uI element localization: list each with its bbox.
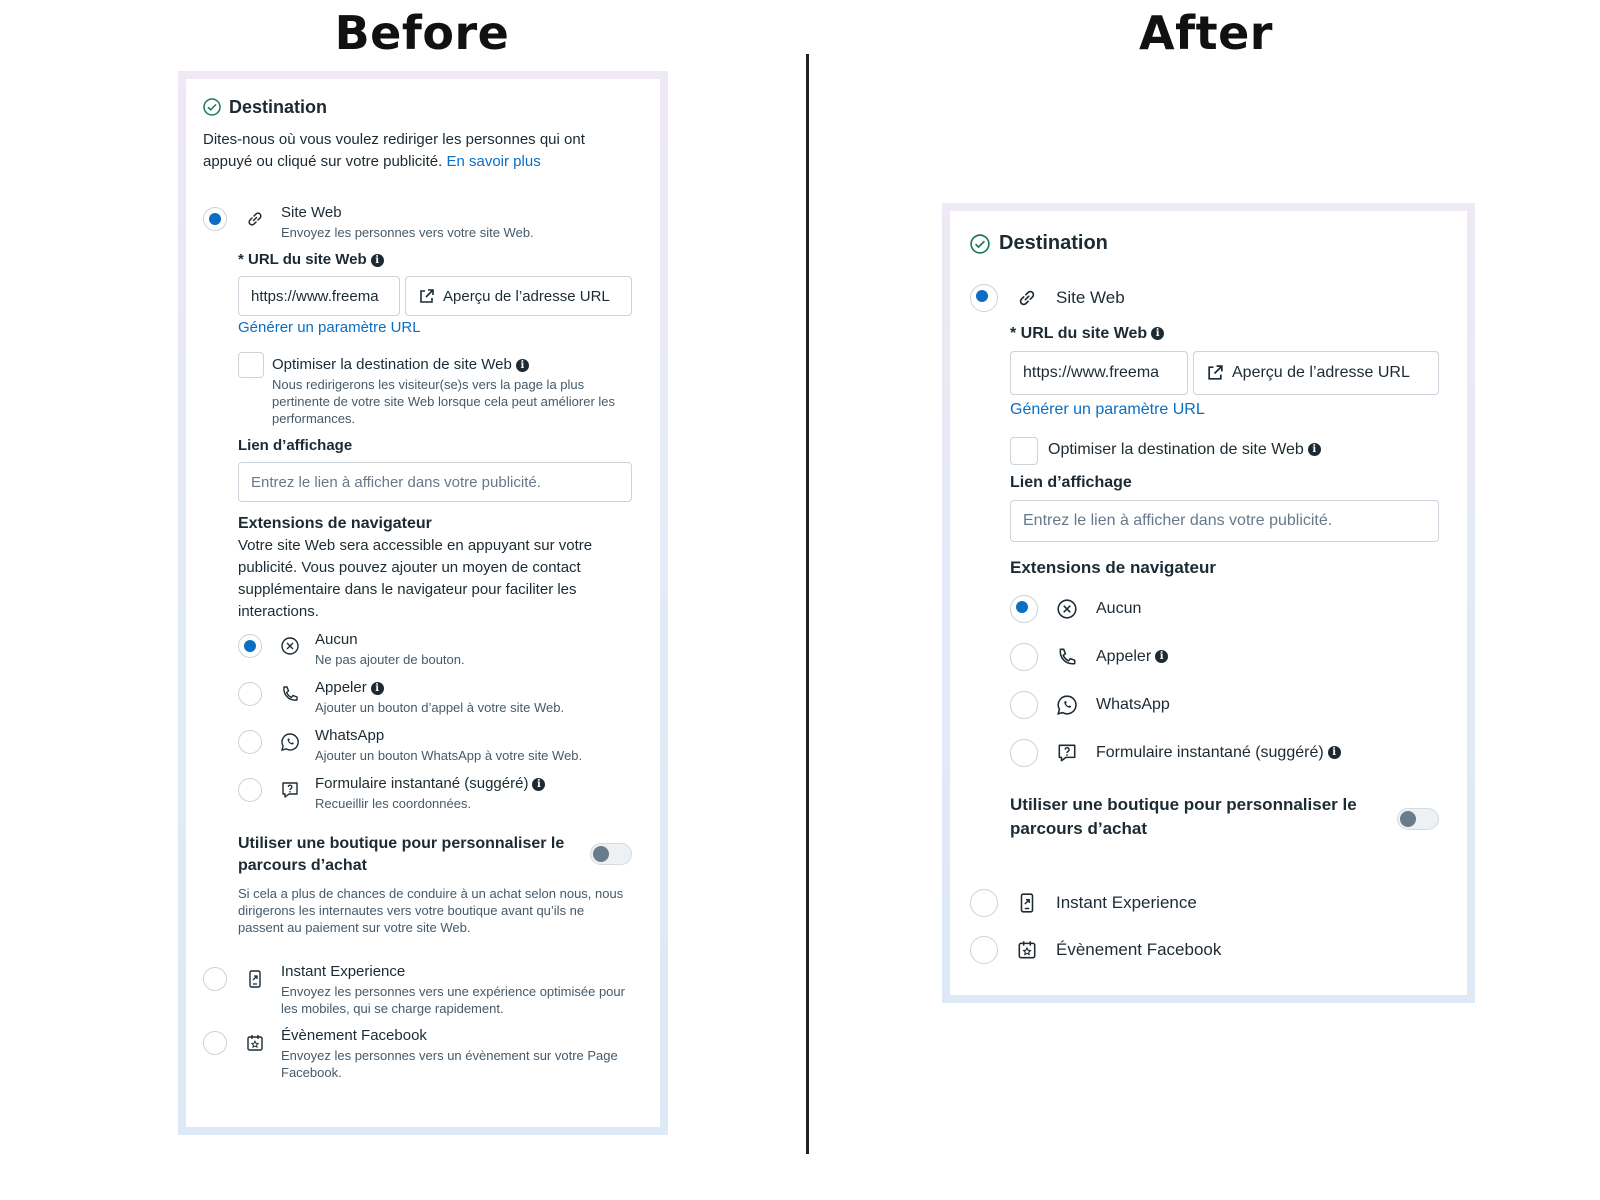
info-icon[interactable]: i (516, 359, 529, 372)
info-icon[interactable]: i (532, 778, 545, 791)
radio-call[interactable] (238, 682, 262, 706)
check-circle-icon (203, 98, 221, 116)
after-card (950, 211, 1467, 995)
facebook-event-label: Évènement Facebook (1056, 940, 1222, 959)
radio-instant-form[interactable] (1010, 739, 1038, 767)
info-icon[interactable]: i (1155, 650, 1168, 663)
link-icon (1016, 287, 1038, 309)
url-label: * URL du site Web i (1010, 325, 1164, 343)
radio-website[interactable] (970, 284, 998, 312)
phone-icon (1056, 646, 1078, 668)
option-whatsapp-desc: Ajouter un bouton WhatsApp à votre site Web. (315, 748, 583, 763)
preview-url-label: Aperçu de l’adresse URL (1232, 364, 1410, 381)
instant-experience-desc: Envoyez les personnes vers une expérience optimisée pour les mobiles, qui se charge rapidement. (281, 984, 625, 1016)
option-instant-form-label: Formulaire instantané (suggéré) i (315, 773, 545, 795)
option-whatsapp-label: WhatsApp (315, 727, 385, 744)
info-icon[interactable]: i (371, 254, 384, 267)
generate-url-link[interactable]: Générer un paramètre URL (1010, 401, 1205, 418)
radio-none[interactable] (238, 634, 262, 658)
optimize-checkbox[interactable] (238, 352, 264, 378)
external-link-icon (418, 288, 435, 305)
url-input[interactable]: https://www.freema (238, 276, 400, 316)
optimize-label: Optimiser la destination de site Web i (1048, 439, 1321, 461)
radio-call[interactable] (1010, 643, 1038, 671)
option-call-desc: Ajouter un bouton d’appel à votre site Web. (315, 700, 565, 715)
section-title: Destination (229, 97, 328, 117)
radio-none[interactable] (1010, 595, 1038, 623)
display-link-label: Lien d’affichage (1010, 474, 1132, 491)
display-link-input[interactable]: Entrez le lien à afficher dans votre publicité. (238, 462, 632, 502)
optimize-label: Optimiser la destination de site Web i (272, 354, 529, 376)
url-label: * URL du site Web i (238, 251, 384, 268)
section-title: Destination (999, 232, 1108, 254)
close-circle-icon (280, 636, 300, 656)
close-circle-icon (1056, 598, 1078, 620)
radio-whatsapp[interactable] (1010, 691, 1038, 719)
option-none-desc: Ne pas ajouter de bouton. (315, 652, 465, 667)
event-icon (1016, 939, 1038, 961)
option-call-label: Appeler i (315, 677, 384, 699)
radio-facebook-event[interactable] (970, 936, 998, 964)
facebook-event-desc: Envoyez les personnes vers un évènement sur votre Page Facebook. (281, 1048, 618, 1080)
shop-toggle[interactable] (590, 843, 632, 865)
event-icon (245, 1033, 265, 1053)
radio-whatsapp[interactable] (238, 730, 262, 754)
whatsapp-icon (1056, 694, 1078, 716)
info-icon[interactable]: i (1328, 746, 1341, 759)
optimize-desc: Nous redirigerons les visiteur(se)s vers la page la plus pertinente de votre site Web lorsque cela peut améliorer les performances. (272, 377, 616, 426)
display-link-label: Lien d’affichage (238, 437, 353, 454)
before-heading: Before (334, 6, 510, 60)
divider (806, 54, 809, 1154)
before-card (186, 79, 660, 1127)
radio-instant-form[interactable] (238, 778, 262, 802)
before-panel (178, 71, 668, 1135)
generate-url-link[interactable]: Générer un paramètre URL (238, 319, 421, 336)
chat-question-icon (280, 780, 300, 800)
facebook-event-label: Évènement Facebook (281, 1027, 427, 1044)
instant-experience-icon (1016, 892, 1038, 914)
shop-toggle[interactable] (1397, 808, 1439, 830)
whatsapp-icon (280, 732, 300, 752)
extensions-title: Extensions de navigateur (238, 515, 432, 532)
option-whatsapp-label: WhatsApp (1096, 696, 1170, 713)
website-label: Site Web (1056, 288, 1125, 307)
after-panel (942, 203, 1475, 1003)
option-instant-form-label: Formulaire instantané (suggéré) i (1096, 742, 1341, 764)
radio-website[interactable] (203, 207, 227, 231)
check-circle-icon (970, 234, 990, 254)
radio-instant-experience[interactable] (203, 967, 227, 991)
website-label: Site Web (281, 204, 342, 221)
info-icon[interactable]: i (1151, 327, 1164, 340)
chat-question-icon (1056, 742, 1078, 764)
link-icon (245, 209, 265, 229)
display-link-input[interactable]: Entrez le lien à afficher dans votre publicité. (1010, 500, 1439, 542)
instant-experience-icon (245, 969, 265, 989)
external-link-icon (1206, 364, 1224, 382)
radio-facebook-event[interactable] (203, 1031, 227, 1055)
info-icon[interactable]: i (371, 682, 384, 695)
shop-title: Utiliser une boutique pour personnaliser le parcours d’achat (238, 835, 565, 874)
extensions-title: Extensions de navigateur (1010, 558, 1216, 577)
shop-title: Utiliser une boutique pour personnaliser le parcours d’achat (1010, 795, 1357, 838)
option-none-label: Aucun (1096, 600, 1142, 617)
optimize-checkbox[interactable] (1010, 437, 1038, 465)
preview-url-button[interactable] (405, 276, 632, 316)
preview-url-label: Aperçu de l’adresse URL (443, 287, 610, 305)
option-instant-form-desc: Recueillir les coordonnées. (315, 796, 472, 811)
learn-more-link[interactable]: En savoir plus (446, 153, 541, 170)
option-call-label: Appeler i (1096, 646, 1168, 668)
info-icon[interactable]: i (1308, 443, 1321, 456)
url-input[interactable]: https://www.freema (1010, 351, 1188, 395)
shop-desc: Si cela a plus de chances de conduire à un achat selon nous, nous dirigerons les internautes vers votre boutique avant qu’ils ne passent au paiement sur votre site Web. (238, 886, 624, 935)
phone-icon (280, 684, 300, 704)
website-desc: Envoyez les personnes vers votre site Web. (281, 225, 534, 240)
preview-url-button[interactable] (1193, 351, 1439, 395)
instant-experience-label: Instant Experience (281, 963, 406, 980)
radio-instant-experience[interactable] (970, 889, 998, 917)
extensions-desc: Votre site Web sera accessible en appuyant sur votre publicité. Vous pouvez ajouter un moyen de contact supplémentaire dans le navigateur pour faciliter les interactions. (238, 537, 593, 620)
instant-experience-label: Instant Experience (1056, 893, 1197, 912)
after-heading: After (1139, 6, 1273, 60)
intro-text: Dites-nous où vous voulez rediriger les personnes qui ont appuyé ou cliqué sur votre publicité. En savoir plus (203, 131, 585, 170)
option-none-label: Aucun (315, 631, 358, 648)
